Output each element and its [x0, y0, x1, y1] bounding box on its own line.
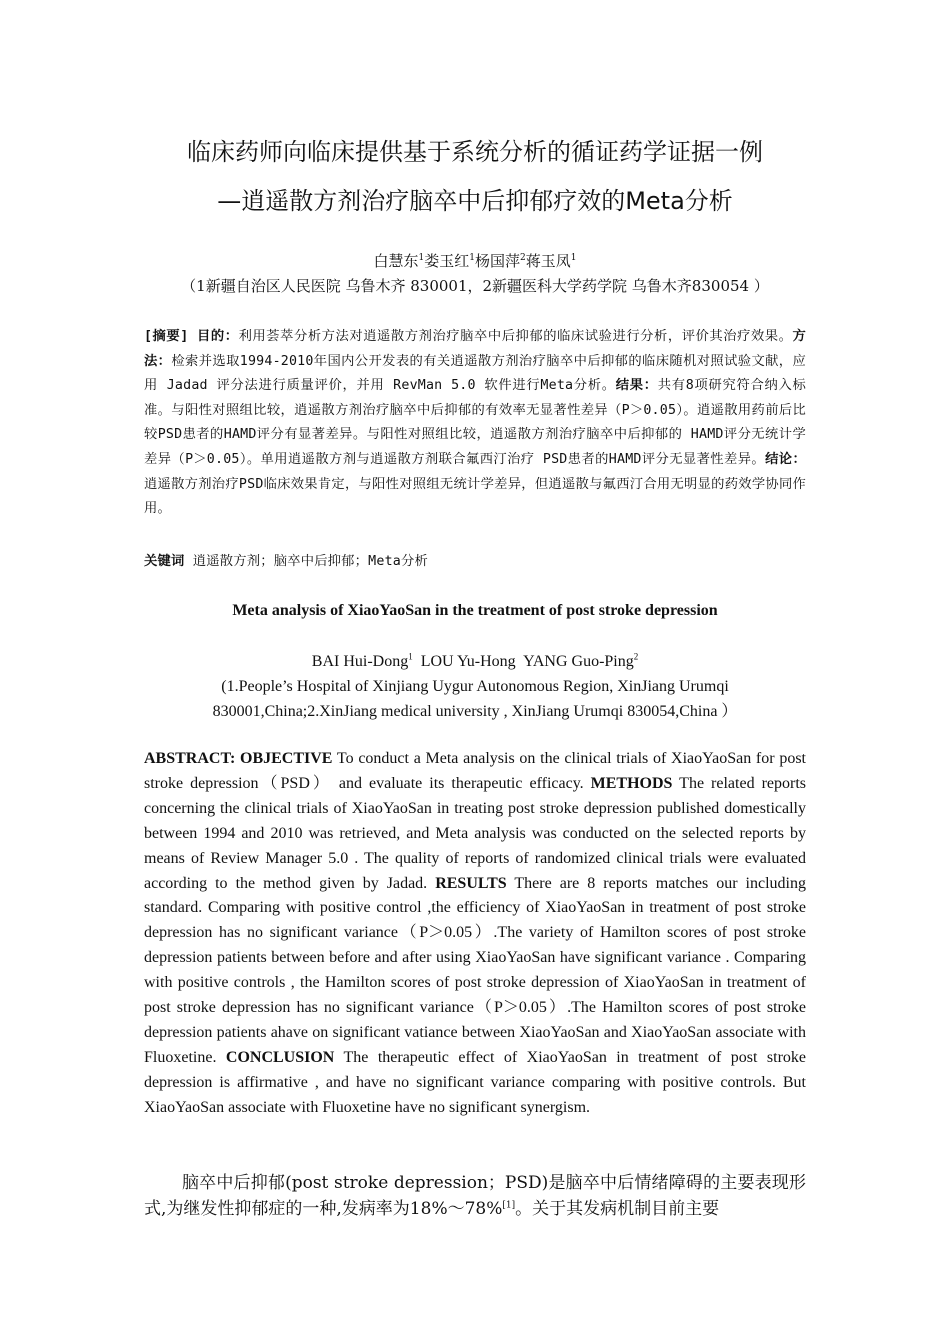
en-conclusion-label: CONCLUSION — [225, 1048, 335, 1066]
en-results-label: RESULTS — [435, 874, 507, 892]
en-authors — [60, 649, 890, 674]
cn-author-2-sup: 1 — [469, 253, 475, 263]
en-abstract — [144, 747, 806, 1121]
title-line-2: —逍遥散方剂治疗脑卒中后抑郁疗效的Meta分析 — [217, 187, 733, 215]
cn-author-1-sup: 1 — [418, 253, 425, 263]
cn-author-4: 蒋玉凤 — [525, 252, 571, 270]
cn-abstract — [144, 325, 806, 522]
en-affiliation-line-1: (1.People’s Hospital of Xinjiang Uygur Autonomous Region, XinJiang Urumqi — [221, 678, 729, 695]
cn-keywords-label: 关键词 — [144, 554, 185, 569]
cn-objective-label: 目的： — [197, 329, 239, 344]
en-results-text: There are 8 reports matches our including standard. Comparing with positive control ,the efficiency of XiaoYaoSan in treatment of post stroke depression has no significant variance（P＞0.05）.The variety of Hamilton scores of post stroke depression patients between before and after using XiaoYaoSan have significant variance . Comparing with positive controls , the Hamilton scores of post stroke depression of XiaoYaoSan in treatment of post stroke depression has no significant variance（P＞0.05）.The Hamilton scores of post stroke depression patients ahave on significant vatiance between XiaoYaoSan and XiaoYaoSan associate with Fluoxetine. — [144, 874, 806, 1066]
cn-conclusion-text: 逍遥散方剂治疗PSD临床效果肯定，与阳性对照组无统计学差异，但逍遥散与氟西汀合用无明显的药效学协同作用。 — [144, 476, 806, 517]
en-methods-label: METHODS — [590, 774, 673, 792]
en-author-3: YANG Guo-Ping — [523, 653, 634, 670]
cn-affiliation: （1新疆自治区人民医院 乌鲁木齐 830001，2新疆医科大学药学院 乌鲁木齐830054 ） — [181, 277, 769, 295]
cn-author-2: 娄玉红 — [424, 252, 470, 270]
cn-methods-text: 检索并选取1994-2010年国内公开发表的有关逍遥散方剂治疗脑卒中后抑郁的临床随机对照试验文献，应用 Jadad 评分法进行质量评价，并用 RevMan 5.0 软件进行Meta分析。 — [144, 353, 806, 394]
en-author-1-sup: 1 — [408, 651, 413, 662]
cn-conclusion-label: 结论： — [765, 451, 807, 467]
cn-objective-text: 利用荟萃分析方法对逍遥散方剂治疗脑卒中后抑郁的临床试验进行分析，评价其治疗效果。 — [238, 329, 793, 344]
cn-results-text: 共有8项研究符合纳入标准。与阳性对照组比较，逍遥散方剂治疗脑卒中后抑郁的有效率无显著性差异（P＞0.05）。逍遥散用药前后比较PSD患者的HAMD评分有显著差异。与阳性对照组比较，逍遥散方剂治疗脑卒中后抑郁的 HAMD评分无统计学差异（P＞0.05）。单用逍遥散方剂与逍遥散方剂联合氟西汀治疗 PSD患者的HAMD评分无显著性差异。 — [144, 378, 806, 467]
cn-keywords-text: 逍遥散方剂；脑卒中后抑郁；Meta分析 — [192, 554, 428, 569]
en-author-1: BAI Hui-Dong — [311, 653, 409, 670]
en-affiliation — [60, 674, 890, 724]
cn-authors — [60, 250, 890, 272]
cn-author-3-sup: 2 — [520, 253, 526, 263]
cn-methods-label: 方法： — [144, 329, 806, 369]
cn-author-4-sup: 1 — [570, 253, 577, 263]
body-text-before: 脑卒中后抑郁(post stroke depression；PSD)是脑卒中后情绪障碍的主要表现形式,为继发性抑郁症的一种,发病率为18%～78% — [144, 1173, 806, 1219]
en-author-2: LOU Yu-Hong — [420, 653, 516, 670]
en-author-3-sup: 2 — [633, 651, 639, 662]
cn-abstract-label: [摘要] — [144, 329, 189, 344]
en-abstract-label: ABSTRACT: OBJECTIVE — [144, 750, 333, 767]
en-affiliation-line-2: 830001,China;2.XinJiang medical university , XinJiang Urumqi 830054,China ） — [212, 703, 738, 720]
en-objective-text: To conduct a Meta analysis on the clinical trials of XiaoYaoSan for post stroke depression（PSD） and evaluate its therapeutic efficacy. — [144, 750, 806, 792]
body-text-after: 。关于其发病机制目前主要 — [515, 1199, 720, 1219]
en-title: Meta analysis of XiaoYaoSan in the treatment of post stroke depression — [232, 602, 718, 619]
en-conclusion-text: The therapeutic effect of XiaoYaoSan in treatment of post stroke depression is affirmative , and have no significant variance comparing with positive controls. But XiaoYaoSan associate with Fluoxetine have no significant synergism. — [144, 1048, 807, 1116]
cn-author-3: 杨国萍 — [475, 252, 521, 270]
cn-author-1: 白慧东 — [373, 252, 419, 270]
cn-results-label: 结果： — [615, 378, 658, 394]
body-paragraph — [144, 1170, 806, 1222]
title-line-1: 临床药师向临床提供基于系统分析的循证药学证据一例 — [187, 138, 763, 166]
cn-keywords — [144, 550, 806, 575]
body-citation: [1] — [502, 1200, 516, 1211]
en-methods-text: The related reports concerning the clinical trials of XiaoYaoSan in treating post stroke depression published domestically between 1994 and 2010 was retrieved, and Meta analysis was conducted on the selected reports by means of Review Manager 5.0 . The quality of reports of randomized clinical trials were evaluated according to the method given by Jadad. — [144, 774, 806, 892]
